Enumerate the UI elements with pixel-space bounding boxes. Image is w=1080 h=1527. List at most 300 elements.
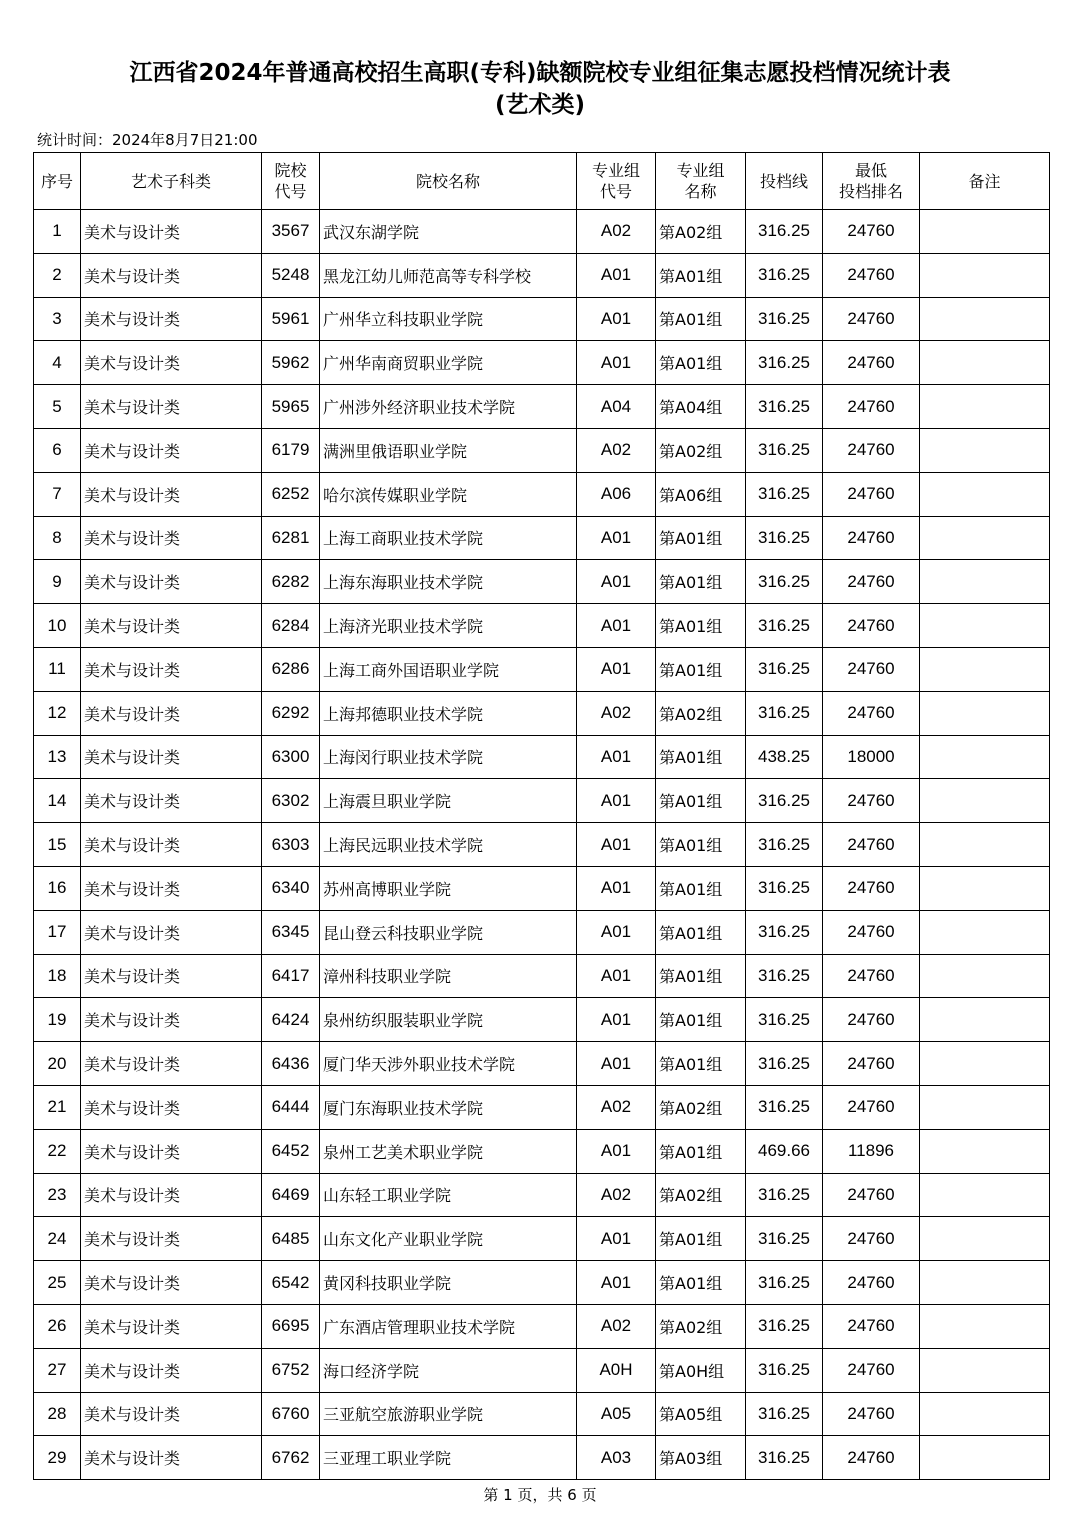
- table-row: [34, 1436, 1050, 1480]
- school-code-cell: 6284: [262, 604, 320, 648]
- seq-cell: 5: [34, 385, 81, 429]
- seq-cell: 16: [34, 866, 81, 910]
- admission-table: [33, 152, 1050, 1480]
- school-name-cell: 厦门华天涉外职业技术学院: [320, 1042, 577, 1086]
- min-rank-cell: 24760: [823, 253, 920, 297]
- table-row: [34, 516, 1050, 560]
- score-line-cell: 316.25: [746, 516, 823, 560]
- score-line-cell: 316.25: [746, 341, 823, 385]
- header-subject: 艺术子科类: [81, 153, 262, 210]
- table-row: [34, 954, 1050, 998]
- group-code-cell: A01: [577, 954, 656, 998]
- group-name-cell: 第A01组: [656, 1217, 746, 1261]
- group-name-cell: 第A01组: [656, 1042, 746, 1086]
- school-name-cell: 哈尔滨传媒职业学院: [320, 472, 577, 516]
- seq-cell: 20: [34, 1042, 81, 1086]
- header-seq: 序号: [34, 153, 81, 210]
- table-row: [34, 1085, 1050, 1129]
- table-row: [34, 691, 1050, 735]
- school-name-cell: 厦门东海职业技术学院: [320, 1085, 577, 1129]
- group-name-cell: 第A02组: [656, 1173, 746, 1217]
- score-line-cell: 316.25: [746, 560, 823, 604]
- subject-cell: 美术与设计类: [81, 866, 262, 910]
- school-name-cell: 上海邦德职业技术学院: [320, 691, 577, 735]
- school-code-cell: 6762: [262, 1436, 320, 1480]
- min-rank-cell: 24760: [823, 1348, 920, 1392]
- school-name-cell: 满洲里俄语职业学院: [320, 428, 577, 472]
- school-name-cell: 黄冈科技职业学院: [320, 1261, 577, 1305]
- table-row: [34, 1304, 1050, 1348]
- note-cell: [920, 428, 1050, 472]
- min-rank-cell: 24760: [823, 1217, 920, 1261]
- stat-time: 统计时间：2024年8月7日21:00: [37, 131, 258, 149]
- group-name-cell: 第A01组: [656, 341, 746, 385]
- school-name-cell: 上海震旦职业学院: [320, 779, 577, 823]
- seq-cell: 4: [34, 341, 81, 385]
- group-code-cell: A01: [577, 253, 656, 297]
- table-row: [34, 866, 1050, 910]
- subject-cell: 美术与设计类: [81, 998, 262, 1042]
- score-line-cell: 316.25: [746, 604, 823, 648]
- min-rank-cell: 24760: [823, 1304, 920, 1348]
- subject-cell: 美术与设计类: [81, 1392, 262, 1436]
- school-name-cell: 泉州工艺美术职业学院: [320, 1129, 577, 1173]
- group-name-cell: 第A02组: [656, 210, 746, 254]
- score-line-cell: 316.25: [746, 954, 823, 998]
- score-line-cell: 316.25: [746, 779, 823, 823]
- school-code-cell: 6252: [262, 472, 320, 516]
- score-line-cell: 316.25: [746, 210, 823, 254]
- min-rank-cell: 24760: [823, 210, 920, 254]
- group-code-cell: A01: [577, 1129, 656, 1173]
- school-name-cell: 黑龙江幼儿师范高等专科学校: [320, 253, 577, 297]
- school-name-cell: 广州华立科技职业学院: [320, 297, 577, 341]
- seq-cell: 18: [34, 954, 81, 998]
- subject-cell: 美术与设计类: [81, 1042, 262, 1086]
- score-line-cell: 316.25: [746, 866, 823, 910]
- min-rank-cell: 24760: [823, 341, 920, 385]
- subject-cell: 美术与设计类: [81, 1348, 262, 1392]
- subject-cell: 美术与设计类: [81, 691, 262, 735]
- group-name-cell: 第A01组: [656, 1261, 746, 1305]
- school-code-cell: 6282: [262, 560, 320, 604]
- seq-cell: 9: [34, 560, 81, 604]
- min-rank-cell: 24760: [823, 1436, 920, 1480]
- min-rank-cell: 24760: [823, 866, 920, 910]
- school-name-cell: 三亚航空旅游职业学院: [320, 1392, 577, 1436]
- school-code-cell: 6303: [262, 823, 320, 867]
- seq-cell: 25: [34, 1261, 81, 1305]
- group-code-cell: A01: [577, 779, 656, 823]
- score-line-cell: 438.25: [746, 735, 823, 779]
- subject-cell: 美术与设计类: [81, 428, 262, 472]
- score-line-cell: 316.25: [746, 428, 823, 472]
- table-row: [34, 560, 1050, 604]
- group-code-cell: A01: [577, 1042, 656, 1086]
- group-code-cell: A01: [577, 341, 656, 385]
- seq-cell: 17: [34, 910, 81, 954]
- note-cell: [920, 210, 1050, 254]
- note-cell: [920, 954, 1050, 998]
- min-rank-cell: 24760: [823, 560, 920, 604]
- table-row: [34, 472, 1050, 516]
- group-code-cell: A01: [577, 647, 656, 691]
- group-name-cell: 第A01组: [656, 866, 746, 910]
- seq-cell: 10: [34, 604, 81, 648]
- school-code-cell: 6485: [262, 1217, 320, 1261]
- group-code-cell: A02: [577, 691, 656, 735]
- group-code-cell: A01: [577, 516, 656, 560]
- note-cell: [920, 1173, 1050, 1217]
- table-row: [34, 1261, 1050, 1305]
- seq-cell: 12: [34, 691, 81, 735]
- school-code-cell: 5962: [262, 341, 320, 385]
- seq-cell: 15: [34, 823, 81, 867]
- min-rank-cell: 24760: [823, 516, 920, 560]
- school-code-cell: 6452: [262, 1129, 320, 1173]
- school-name-cell: 山东文化产业职业学院: [320, 1217, 577, 1261]
- min-rank-cell: 24760: [823, 385, 920, 429]
- table-row: [34, 779, 1050, 823]
- table-row: [34, 428, 1050, 472]
- note-cell: [920, 1436, 1050, 1480]
- school-code-cell: 6345: [262, 910, 320, 954]
- school-name-cell: 广东酒店管理职业技术学院: [320, 1304, 577, 1348]
- group-code-cell: A02: [577, 1085, 656, 1129]
- group-name-cell: 第A0H组: [656, 1348, 746, 1392]
- school-name-cell: 苏州高博职业学院: [320, 866, 577, 910]
- seq-cell: 1: [34, 210, 81, 254]
- seq-cell: 13: [34, 735, 81, 779]
- group-name-cell: 第A01组: [656, 297, 746, 341]
- subject-cell: 美术与设计类: [81, 1085, 262, 1129]
- school-code-cell: 6444: [262, 1085, 320, 1129]
- note-cell: [920, 1304, 1050, 1348]
- min-rank-cell: 24760: [823, 998, 920, 1042]
- group-code-cell: A0H: [577, 1348, 656, 1392]
- min-rank-cell: 24760: [823, 428, 920, 472]
- score-line-cell: 316.25: [746, 1261, 823, 1305]
- min-rank-cell: 24760: [823, 1392, 920, 1436]
- table-row: [34, 1348, 1050, 1392]
- note-cell: [920, 1217, 1050, 1261]
- note-cell: [920, 385, 1050, 429]
- school-code-cell: 5248: [262, 253, 320, 297]
- min-rank-cell: 24760: [823, 1261, 920, 1305]
- seq-cell: 8: [34, 516, 81, 560]
- note-cell: [920, 472, 1050, 516]
- group-name-cell: 第A01组: [656, 954, 746, 998]
- table-row: [34, 210, 1050, 254]
- group-name-cell: 第A01组: [656, 779, 746, 823]
- note-cell: [920, 341, 1050, 385]
- header-group-name: 专业组 名称: [656, 153, 746, 210]
- group-name-cell: 第A05组: [656, 1392, 746, 1436]
- group-name-cell: 第A01组: [656, 735, 746, 779]
- group-name-cell: 第A04组: [656, 385, 746, 429]
- table-row: [34, 998, 1050, 1042]
- group-name-cell: 第A01组: [656, 647, 746, 691]
- score-line-cell: 469.66: [746, 1129, 823, 1173]
- score-line-cell: 316.25: [746, 998, 823, 1042]
- note-cell: [920, 1348, 1050, 1392]
- school-code-cell: 6542: [262, 1261, 320, 1305]
- group-code-cell: A05: [577, 1392, 656, 1436]
- table-row: [34, 1392, 1050, 1436]
- group-code-cell: A01: [577, 604, 656, 648]
- min-rank-cell: 24760: [823, 472, 920, 516]
- score-line-cell: 316.25: [746, 1173, 823, 1217]
- group-code-cell: A01: [577, 910, 656, 954]
- group-name-cell: 第A01组: [656, 604, 746, 648]
- school-name-cell: 漳州科技职业学院: [320, 954, 577, 998]
- note-cell: [920, 735, 1050, 779]
- note-cell: [920, 866, 1050, 910]
- table-row: [34, 297, 1050, 341]
- note-cell: [920, 647, 1050, 691]
- note-cell: [920, 910, 1050, 954]
- group-code-cell: A01: [577, 998, 656, 1042]
- group-code-cell: A04: [577, 385, 656, 429]
- page-subtitle: (艺术类): [494, 92, 586, 118]
- school-name-cell: 广州华南商贸职业学院: [320, 341, 577, 385]
- school-name-cell: 上海工商外国语职业学院: [320, 647, 577, 691]
- seq-cell: 19: [34, 998, 81, 1042]
- note-cell: [920, 1261, 1050, 1305]
- note-cell: [920, 604, 1050, 648]
- seq-cell: 3: [34, 297, 81, 341]
- note-cell: [920, 1392, 1050, 1436]
- score-line-cell: 316.25: [746, 1217, 823, 1261]
- group-name-cell: 第A01组: [656, 998, 746, 1042]
- group-name-cell: 第A01组: [656, 516, 746, 560]
- school-name-cell: 上海工商职业技术学院: [320, 516, 577, 560]
- table-header-row: [34, 153, 1050, 210]
- table-row: [34, 253, 1050, 297]
- seq-cell: 14: [34, 779, 81, 823]
- table-row: [34, 1042, 1050, 1086]
- school-code-cell: 6436: [262, 1042, 320, 1086]
- seq-cell: 24: [34, 1217, 81, 1261]
- school-code-cell: 6300: [262, 735, 320, 779]
- score-line-cell: 316.25: [746, 1085, 823, 1129]
- min-rank-cell: 24760: [823, 823, 920, 867]
- school-code-cell: 6469: [262, 1173, 320, 1217]
- subject-cell: 美术与设计类: [81, 604, 262, 648]
- school-name-cell: 上海济光职业技术学院: [320, 604, 577, 648]
- group-code-cell: A01: [577, 1261, 656, 1305]
- score-line-cell: 316.25: [746, 691, 823, 735]
- subject-cell: 美术与设计类: [81, 647, 262, 691]
- subject-cell: 美术与设计类: [81, 779, 262, 823]
- group-code-cell: A02: [577, 210, 656, 254]
- table-row: [34, 385, 1050, 429]
- score-line-cell: 316.25: [746, 297, 823, 341]
- group-code-cell: A02: [577, 428, 656, 472]
- score-line-cell: 316.25: [746, 823, 823, 867]
- min-rank-cell: 24760: [823, 604, 920, 648]
- school-code-cell: 6695: [262, 1304, 320, 1348]
- table-row: [34, 1217, 1050, 1261]
- school-code-cell: 6292: [262, 691, 320, 735]
- min-rank-cell: 24760: [823, 1085, 920, 1129]
- min-rank-cell: 24760: [823, 691, 920, 735]
- group-name-cell: 第A02组: [656, 1304, 746, 1348]
- min-rank-cell: 24760: [823, 954, 920, 998]
- subject-cell: 美术与设计类: [81, 823, 262, 867]
- seq-cell: 22: [34, 1129, 81, 1173]
- header-note: 备注: [920, 153, 1050, 210]
- seq-cell: 6: [34, 428, 81, 472]
- note-cell: [920, 691, 1050, 735]
- subject-cell: 美术与设计类: [81, 1436, 262, 1480]
- group-code-cell: A02: [577, 1173, 656, 1217]
- seq-cell: 23: [34, 1173, 81, 1217]
- school-code-cell: 6286: [262, 647, 320, 691]
- subject-cell: 美术与设计类: [81, 253, 262, 297]
- group-name-cell: 第A06组: [656, 472, 746, 516]
- min-rank-cell: 24760: [823, 910, 920, 954]
- subject-cell: 美术与设计类: [81, 735, 262, 779]
- group-code-cell: A02: [577, 1304, 656, 1348]
- school-name-cell: 海口经济学院: [320, 1348, 577, 1392]
- min-rank-cell: 24760: [823, 297, 920, 341]
- school-code-cell: 5965: [262, 385, 320, 429]
- table-row: [34, 647, 1050, 691]
- table-row: [34, 823, 1050, 867]
- table-row: [34, 341, 1050, 385]
- group-name-cell: 第A03组: [656, 1436, 746, 1480]
- header-school-name: 院校名称: [320, 153, 577, 210]
- seq-cell: 21: [34, 1085, 81, 1129]
- school-name-cell: 山东轻工职业学院: [320, 1173, 577, 1217]
- subject-cell: 美术与设计类: [81, 1173, 262, 1217]
- note-cell: [920, 823, 1050, 867]
- note-cell: [920, 253, 1050, 297]
- school-code-cell: 6760: [262, 1392, 320, 1436]
- school-code-cell: 6752: [262, 1348, 320, 1392]
- group-code-cell: A01: [577, 866, 656, 910]
- subject-cell: 美术与设计类: [81, 910, 262, 954]
- group-name-cell: 第A02组: [656, 428, 746, 472]
- school-name-cell: 三亚理工职业学院: [320, 1436, 577, 1480]
- subject-cell: 美术与设计类: [81, 560, 262, 604]
- group-name-cell: 第A01组: [656, 823, 746, 867]
- school-name-cell: 武汉东湖学院: [320, 210, 577, 254]
- subject-cell: 美术与设计类: [81, 341, 262, 385]
- score-line-cell: 316.25: [746, 385, 823, 429]
- note-cell: [920, 1085, 1050, 1129]
- seq-cell: 29: [34, 1436, 81, 1480]
- seq-cell: 7: [34, 472, 81, 516]
- table-row: [34, 1173, 1050, 1217]
- school-name-cell: 昆山登云科技职业学院: [320, 910, 577, 954]
- school-code-cell: 6281: [262, 516, 320, 560]
- min-rank-cell: 24760: [823, 647, 920, 691]
- school-name-cell: 泉州纺织服装职业学院: [320, 998, 577, 1042]
- header-score-line: 投档线: [746, 153, 823, 210]
- note-cell: [920, 998, 1050, 1042]
- seq-cell: 2: [34, 253, 81, 297]
- group-code-cell: A01: [577, 560, 656, 604]
- school-name-cell: 上海民远职业技术学院: [320, 823, 577, 867]
- table-row: [34, 604, 1050, 648]
- school-code-cell: 6417: [262, 954, 320, 998]
- score-line-cell: 316.25: [746, 910, 823, 954]
- subject-cell: 美术与设计类: [81, 954, 262, 998]
- score-line-cell: 316.25: [746, 1392, 823, 1436]
- header-school-code: 院校 代号: [262, 153, 320, 210]
- school-name-cell: 广州涉外经济职业技术学院: [320, 385, 577, 429]
- group-code-cell: A01: [577, 297, 656, 341]
- table-row: [34, 910, 1050, 954]
- subject-cell: 美术与设计类: [81, 1261, 262, 1305]
- page-footer: 第 1 页，共 6 页: [483, 1486, 597, 1504]
- group-name-cell: 第A01组: [656, 560, 746, 604]
- group-name-cell: 第A02组: [656, 1085, 746, 1129]
- table-row: [34, 735, 1050, 779]
- score-line-cell: 316.25: [746, 472, 823, 516]
- school-code-cell: 6340: [262, 866, 320, 910]
- subject-cell: 美术与设计类: [81, 516, 262, 560]
- seq-cell: 11: [34, 647, 81, 691]
- school-name-cell: 上海闵行职业技术学院: [320, 735, 577, 779]
- subject-cell: 美术与设计类: [81, 297, 262, 341]
- note-cell: [920, 297, 1050, 341]
- group-name-cell: 第A01组: [656, 910, 746, 954]
- group-name-cell: 第A01组: [656, 1129, 746, 1173]
- school-code-cell: 6424: [262, 998, 320, 1042]
- note-cell: [920, 779, 1050, 823]
- min-rank-cell: 11896: [823, 1129, 920, 1173]
- score-line-cell: 316.25: [746, 647, 823, 691]
- group-name-cell: 第A01组: [656, 253, 746, 297]
- min-rank-cell: 24760: [823, 1042, 920, 1086]
- subject-cell: 美术与设计类: [81, 1217, 262, 1261]
- subject-cell: 美术与设计类: [81, 1304, 262, 1348]
- subject-cell: 美术与设计类: [81, 1129, 262, 1173]
- score-line-cell: 316.25: [746, 1436, 823, 1480]
- min-rank-cell: 18000: [823, 735, 920, 779]
- school-name-cell: 上海东海职业技术学院: [320, 560, 577, 604]
- table-row: [34, 1129, 1050, 1173]
- school-code-cell: 6302: [262, 779, 320, 823]
- page-title: 江西省2024年普通高校招生高职(专科)缺额院校专业组征集志愿投档情况统计表: [129, 60, 951, 86]
- score-line-cell: 316.25: [746, 253, 823, 297]
- group-code-cell: A01: [577, 1217, 656, 1261]
- note-cell: [920, 1042, 1050, 1086]
- score-line-cell: 316.25: [746, 1042, 823, 1086]
- school-code-cell: 5961: [262, 297, 320, 341]
- min-rank-cell: 24760: [823, 1173, 920, 1217]
- group-code-cell: A01: [577, 823, 656, 867]
- group-code-cell: A06: [577, 472, 656, 516]
- school-code-cell: 6179: [262, 428, 320, 472]
- score-line-cell: 316.25: [746, 1348, 823, 1392]
- header-group-code: 专业组 代号: [577, 153, 656, 210]
- group-code-cell: A01: [577, 735, 656, 779]
- group-name-cell: 第A02组: [656, 691, 746, 735]
- seq-cell: 27: [34, 1348, 81, 1392]
- note-cell: [920, 516, 1050, 560]
- note-cell: [920, 560, 1050, 604]
- min-rank-cell: 24760: [823, 779, 920, 823]
- note-cell: [920, 1129, 1050, 1173]
- school-code-cell: 3567: [262, 210, 320, 254]
- seq-cell: 26: [34, 1304, 81, 1348]
- seq-cell: 28: [34, 1392, 81, 1436]
- subject-cell: 美术与设计类: [81, 385, 262, 429]
